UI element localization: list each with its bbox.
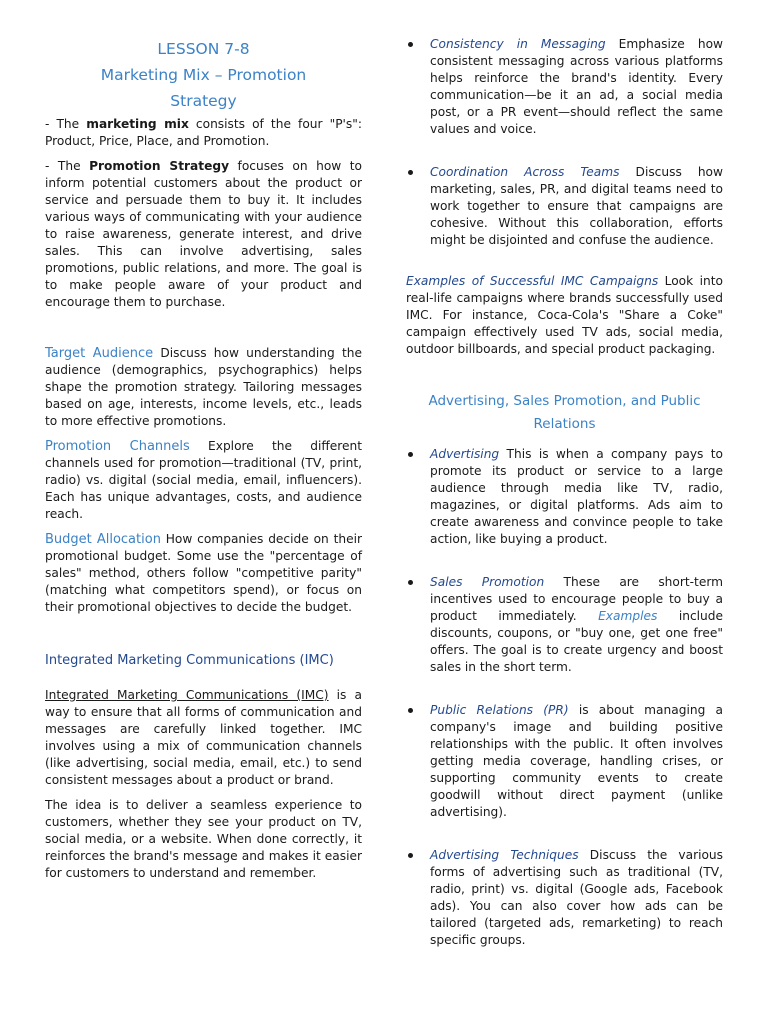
aspr-section-title: Advertising, Sales Promotion, and Public Relations: [428, 393, 701, 432]
list-item: Advertising This is when a company pays to promote its product or service to a large audience through media like TV, radio, magazines, or digital platforms. Ads aim to create awareness and convince people to take action, like buying a product.: [406, 446, 723, 548]
lesson-subtopic: Strategy: [170, 92, 237, 110]
imc-bullet-list: [406, 36, 723, 249]
bullet-heading: Sales Promotion: [430, 575, 545, 589]
lesson-topic: Marketing Mix – Promotion: [100, 66, 307, 84]
topic-heading: Promotion Channels: [45, 439, 190, 454]
list-item: Advertising Techniques Discuss the various forms of advertising such as traditional (TV, radio, print) vs. digital (Google ads, Facebook ads). You can also cover how ads can be tailored (targeted ads, remarketing) to reach specific groups.: [406, 847, 723, 949]
topic-heading: Budget Allocation: [45, 532, 161, 547]
left-column: [45, 34, 362, 890]
bullet-heading: Consistency in Messaging: [430, 37, 606, 51]
topic-promotion-channels: Promotion Channels Explore the different channels used for promotion—traditional (TV, print, radio) vs. digital (social media, email, influencers). Each has unique advantages, costs, and audience reach.: [45, 439, 363, 521]
imc-paragraph-2: The idea is to deliver a seamless experience to customers, whether they see your product on TV, social media, or a website. When done correctly, it reinforces the brand's message and makes it easier for customers to understand and remember.: [45, 798, 362, 880]
examples-paragraph: Examples of Successful IMC Campaigns Look into real-life campaigns where brands successfully used IMC. For instance, Coca-Cola's "Share a Coke" campaign effectively used TV ads, social media, outdoor billboards, and special product packaging.: [406, 274, 723, 356]
aspr-bullet-list: [406, 446, 723, 949]
intro-paragraph-1: - The marketing mix consists of the four "P's": Product, Price, Place, and Promotion.: [45, 117, 362, 148]
topic-budget-allocation: Budget Allocation How companies decide on their promotional budget. Some use the "percentage of sales" method, others follow "competitive parity" (matching what competitors spend), or focus on their promotional objectives to decide the budget.: [45, 532, 362, 614]
bullet-heading: Advertising: [430, 447, 500, 461]
imc-term: Integrated Marketing Communications (IMC): [45, 688, 329, 702]
lesson-title: [45, 36, 362, 114]
promotion-strategy-term: Promotion Strategy: [89, 159, 230, 173]
marketing-mix-term: marketing mix: [86, 117, 189, 131]
right-column: [406, 36, 723, 975]
intro-paragraph-2: - The Promotion Strategy focuses on how to inform potential customers about the product or service and persuade them to buy it. It includes various ways of communicating with your audience to raise awareness, generate interest, and drive sales. This can involve advertising, sales promotions, public relations, and more. The goal is to make people aware of your product and encourage them to purchase.: [45, 159, 362, 309]
lesson-number: LESSON 7-8: [157, 40, 250, 58]
list-item: Sales Promotion These are short-term incentives used to encourage people to buy a product immediately. Examples include discounts, coupons, or "buy one, get one free" offers. The goal is to create urgency and boost sales in the short term.: [406, 574, 723, 676]
examples-inline-term: Examples: [598, 609, 658, 623]
examples-heading: Examples of Successful IMC Campaigns: [406, 274, 659, 288]
imc-paragraph-1: Integrated Marketing Communications (IMC) is a way to ensure that all forms of communication and messages are carefully linked together. IMC involves using a mix of communication channels (like advertising, social media, email, etc.) to send consistent messages about a product or brand.: [45, 688, 362, 787]
bullet-heading: Advertising Techniques: [430, 848, 579, 862]
list-item: Coordination Across Teams Discuss how marketing, sales, PR, and digital teams need to work together to ensure that campaigns are cohesive. Without this collaboration, efforts might be disjointed and confuse the audience.: [406, 164, 723, 249]
bullet-heading: Public Relations (PR): [430, 703, 569, 717]
topic-heading: Target Audience: [45, 346, 154, 361]
bullet-heading: Coordination Across Teams: [430, 165, 620, 179]
imc-section-title: Integrated Marketing Communications (IMC): [45, 653, 334, 668]
list-item: Consistency in Messaging Emphasize how consistent messaging across various platforms helps reinforce the brand's identity. Every communication—be it an ad, a social media post, or a PR event—should reflect the same values and voice.: [406, 36, 723, 138]
topic-target-audience: Target Audience Discuss how understanding the audience (demographics, psychographics) helps shape the promotion strategy. Tailoring messages based on age, interests, income levels, etc., leads to more effective promotions.: [45, 346, 362, 428]
list-item: Public Relations (PR) is about managing a company's image and building positive relationships with the public. It often involves getting media coverage, handling crises, or supporting community events to create goodwill without direct payment (unlike advertising).: [406, 702, 723, 821]
